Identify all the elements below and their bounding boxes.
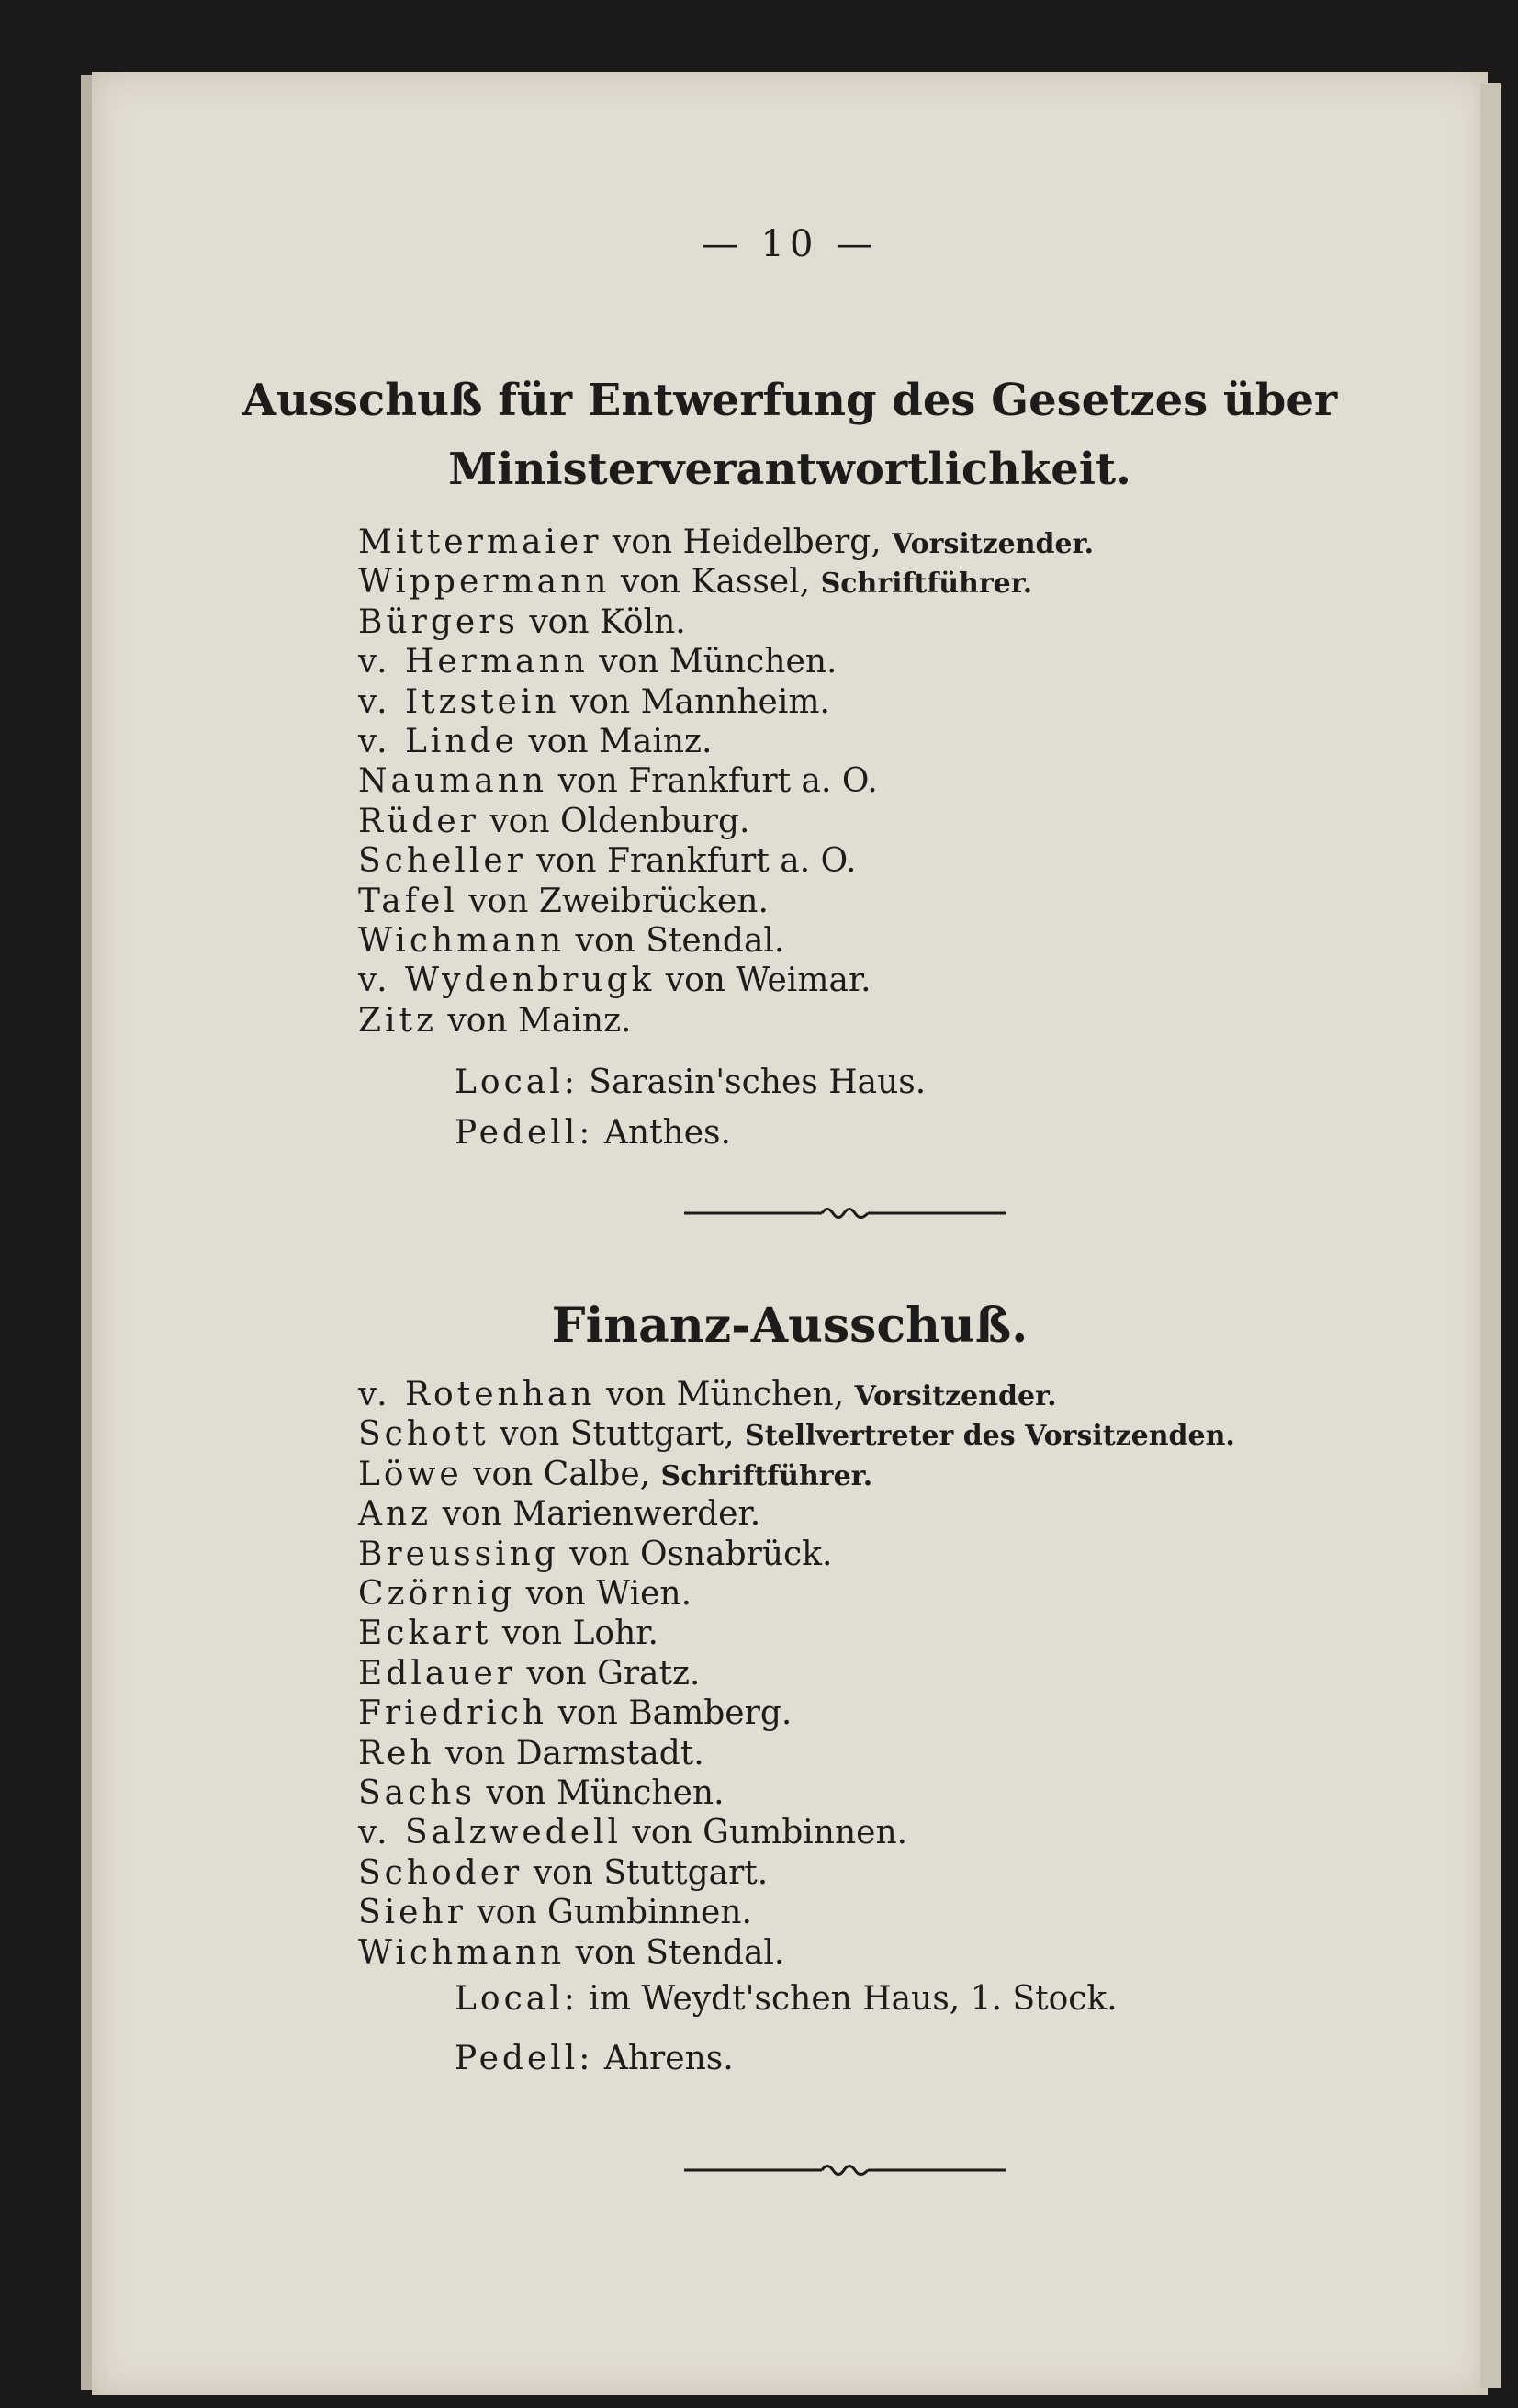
member-name: Mittermaier: [358, 523, 602, 561]
pedell-value: Ahrens.: [593, 2040, 734, 2077]
member-entry: [358, 922, 1094, 962]
member-origin: von Mainz.: [517, 723, 713, 761]
member-name: Wichmann: [358, 1933, 566, 1972]
member-origin: von München.: [475, 1774, 725, 1813]
member-name: Sachs: [358, 1774, 476, 1813]
ornament-divider: [684, 1199, 1006, 1227]
member-entry: [358, 1735, 1235, 1774]
member-entry: [358, 1655, 1235, 1694]
section1-local: [455, 1063, 926, 1101]
local-value: im Weydt'schen Haus, 1. Stock.: [578, 1980, 1118, 2018]
member-entry: [358, 1934, 1235, 1974]
member-name: v. Itzstein: [358, 682, 560, 721]
member-name: v. Linde: [358, 723, 518, 761]
member-origin: von Marienwerder.: [432, 1495, 761, 1534]
member-name: Naumann: [358, 762, 548, 801]
pedell-value: Anthes.: [593, 1114, 731, 1152]
member-name: Breussing: [358, 1535, 559, 1573]
member-name: Czörnig: [358, 1575, 516, 1614]
member-entry: [358, 1854, 1235, 1894]
member-entry: [358, 762, 1094, 802]
member-entry: [358, 1536, 1235, 1575]
member-role: Schriftführer.: [820, 568, 1033, 601]
member-origin: von Stuttgart,: [489, 1415, 746, 1454]
member-entry: [358, 1415, 1235, 1455]
member-entry: [358, 883, 1094, 922]
local-value: Sarasin'sches Haus.: [578, 1063, 927, 1101]
member-entry: [358, 1694, 1235, 1734]
section2-local: [455, 1980, 1118, 2018]
member-name: v. Salzwedell: [358, 1814, 623, 1852]
member-origin: von Mannheim.: [559, 682, 830, 721]
member-name: Siehr: [358, 1894, 467, 1932]
member-origin: von Mainz.: [436, 1001, 632, 1040]
member-name: Edlauer: [358, 1654, 516, 1693]
member-origin: von München,: [595, 1376, 855, 1413]
book-page: [92, 72, 1488, 2395]
member-origin: von Heidelberg,: [602, 523, 893, 561]
member-entry: [358, 1615, 1235, 1654]
member-origin: von Lohr.: [491, 1615, 658, 1653]
member-origin: von Stendal.: [565, 1933, 785, 1972]
member-name: Zitz: [358, 1001, 437, 1040]
member-name: Friedrich: [358, 1694, 548, 1733]
member-origin: von Frankfurt a. O.: [547, 762, 878, 801]
member-entry: [358, 803, 1094, 842]
member-role: Schriftführer.: [660, 1459, 873, 1492]
member-origin: von Bamberg.: [547, 1694, 793, 1733]
member-origin: von Gratz.: [516, 1654, 701, 1693]
member-entry: [358, 1376, 1235, 1415]
member-entry: [358, 603, 1094, 643]
member-name: Tafel: [358, 882, 458, 920]
member-origin: von Stuttgart.: [523, 1853, 769, 1892]
member-role: Stellvertreter des Vorsitzenden.: [745, 1420, 1235, 1453]
member-entry: [358, 1456, 1235, 1495]
member-name: Schoder: [358, 1853, 523, 1892]
local-label: Local:: [455, 1980, 579, 2018]
member-name: Wippermann: [358, 563, 611, 602]
section1-title-line1: Ausschuß für Entwerfung des Gesetzes über: [242, 375, 1338, 426]
member-entry: [358, 563, 1094, 602]
section1-member-list: [358, 523, 1094, 1041]
member-origin: von München.: [588, 643, 838, 681]
next-page-edge: [1480, 83, 1501, 2388]
member-origin: von Calbe,: [462, 1455, 661, 1493]
member-origin: von Wien.: [515, 1575, 692, 1614]
section2-member-list: [358, 1376, 1235, 1974]
member-name: Schott: [358, 1415, 489, 1454]
member-entry: [358, 962, 1094, 1001]
member-entry: [358, 683, 1094, 723]
member-origin: von Gumbinnen.: [622, 1814, 908, 1852]
member-name: Scheller: [358, 842, 526, 881]
member-entry: [358, 1814, 1235, 1853]
member-entry: [358, 1495, 1235, 1535]
page-number: — 10 —: [701, 223, 879, 265]
member-entry: [358, 723, 1094, 762]
member-name: v. Rotenhan: [358, 1376, 596, 1413]
member-entry: [358, 842, 1094, 882]
member-role: Vorsitzender.: [854, 1380, 1057, 1412]
member-origin: von Osnabrück.: [558, 1535, 833, 1573]
member-name: v. Wydenbrugk: [358, 962, 656, 1000]
local-label: Local:: [455, 1063, 579, 1101]
member-role: Vorsitzender.: [892, 528, 1095, 560]
member-name: Rüder: [358, 802, 479, 840]
member-entry: [358, 1575, 1235, 1615]
member-entry: [358, 643, 1094, 682]
member-name: Bürgers: [358, 602, 519, 641]
pedell-label: Pedell:: [455, 1114, 594, 1152]
member-origin: von Gumbinnen.: [466, 1894, 752, 1932]
member-origin: von Stendal.: [565, 922, 785, 961]
member-origin: von Oldenburg.: [478, 802, 750, 840]
member-name: Eckart: [358, 1615, 492, 1653]
pedell-label: Pedell:: [455, 2040, 594, 2077]
member-origin: von Weimar.: [655, 962, 871, 1000]
member-origin: von Zweibrücken.: [457, 882, 769, 920]
member-name: Löwe: [358, 1455, 463, 1493]
member-name: Reh: [358, 1734, 435, 1772]
page-content: [92, 72, 1488, 2395]
section1-title-line2: Ministerverantwortlichkeit.: [448, 444, 1131, 495]
ornament-divider: [684, 2156, 1006, 2184]
member-entry: [358, 523, 1094, 563]
member-entry: [358, 1894, 1235, 1933]
section2-title: Finanz-Ausschuß.: [551, 1298, 1029, 1354]
member-name: Wichmann: [358, 922, 566, 961]
section1-pedell: [455, 1114, 731, 1152]
member-entry: [358, 1774, 1235, 1814]
member-origin: von Darmstadt.: [434, 1734, 704, 1772]
member-name: Anz: [358, 1495, 433, 1534]
section2-pedell: [455, 2040, 734, 2077]
member-name: v. Hermann: [358, 643, 589, 681]
member-origin: von Köln.: [518, 602, 686, 641]
member-origin: von Frankfurt a. O.: [525, 842, 857, 881]
member-origin: von Kassel,: [610, 563, 821, 602]
member-entry: [358, 1002, 1094, 1041]
